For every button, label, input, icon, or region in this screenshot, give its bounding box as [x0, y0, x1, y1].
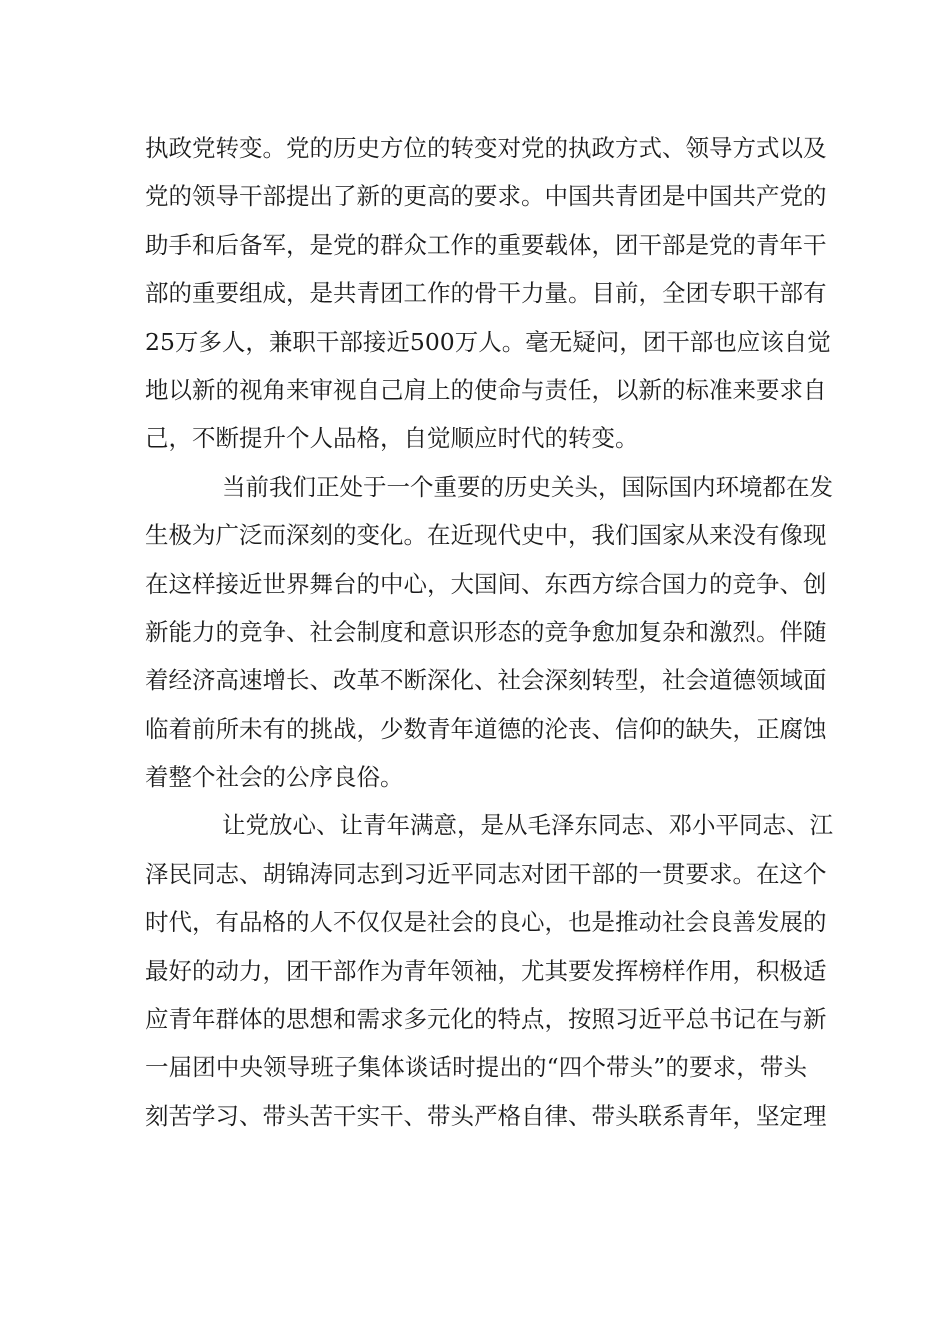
text-line: 地以新的视角来审视自己肩上的使命与责任，以新的标准来要求自 [145, 375, 827, 404]
paragraph-first-line: 让党放心、让青年满意，是从毛泽东同志、邓小平同志、江 [222, 811, 833, 840]
text-line: 生极为广泛而深刻的变化。在近现代史中，我们国家从来没有像现 [145, 521, 827, 550]
text-line: 泽民同志、胡锦涛同志到习近平同志对团干部的一贯要求。在这个 [145, 859, 827, 888]
text-line: 新能力的竞争、社会制度和意识形态的竞争愈加复杂和激烈。伴随 [145, 617, 827, 646]
text-line: 着整个社会的公序良俗。 [145, 763, 404, 792]
text-line: 执政党转变。党的历史方位的转变对党的执政方式、领导方式以及 [145, 134, 827, 162]
text-line: 临着前所未有的挑战，少数青年道德的沦丧、信仰的缺失，正腐蚀 [145, 714, 827, 743]
text-line: 25万多人，兼职干部接近500万人。毫无疑问，团干部也应该自觉 [145, 327, 831, 356]
text-line: 最好的动力，团干部作为青年领袖，尤其要发挥榜样作用，积极适 [145, 956, 827, 985]
text-line: 己，不断提升个人品格，自觉顺应时代的转变。 [145, 424, 639, 453]
text-line: 党的领导干部提出了新的更高的要求。中国共青团是中国共产党的 [145, 182, 827, 211]
text-line: 时代，有品格的人不仅仅是社会的良心，也是推动社会良善发展的 [145, 908, 827, 937]
text-line: 部的重要组成，是共青团工作的骨干力量。目前，全团专职干部有 [145, 279, 827, 308]
paragraph-first-line: 当前我们正处于一个重要的历史关头，国际国内环境都在发 [222, 472, 833, 501]
text-line: 着经济高速增长、改革不断深化、社会深刻转型，社会道德领域面 [145, 666, 827, 695]
text-line: 助手和后备军，是党的群众工作的重要载体，团干部是党的青年干 [145, 230, 827, 259]
text-line: 一届团中央领导班子集体谈话时提出的“四个带头”的要求，带头 [145, 1053, 807, 1082]
text-line: 应青年群体的思想和需求多元化的特点，按照习近平总书记在与新 [145, 1005, 827, 1034]
text-line: 在这样接近世界舞台的中心，大国间、东西方综合国力的竞争、创 [145, 569, 827, 598]
text-line: 刻苦学习、带头苦干实干、带头严格自律、带头联系青年，坚定理 [145, 1101, 827, 1130]
document-body [145, 124, 833, 1140]
